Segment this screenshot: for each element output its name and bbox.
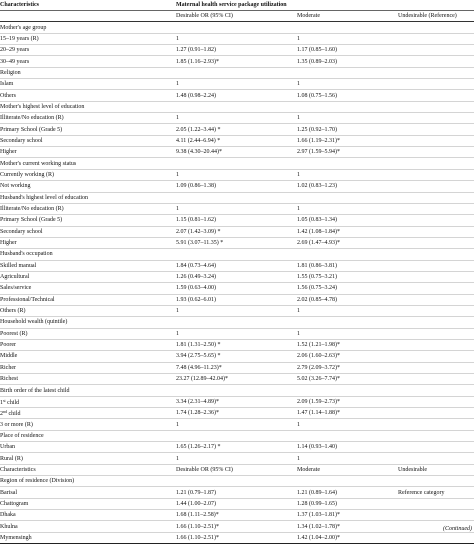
section-label: Religion bbox=[0, 67, 474, 78]
table-row bbox=[0, 113, 474, 124]
cell-desirable: 1.68 (1.11–2.58)* bbox=[176, 510, 297, 521]
cell-desirable: 1.21 (0.79–1.87) bbox=[176, 487, 297, 498]
cell-undesirable bbox=[398, 215, 474, 226]
section-label: Place of residence bbox=[0, 430, 474, 441]
cell-desirable: 1 bbox=[176, 113, 297, 124]
row-label: Professional/Technical bbox=[0, 294, 176, 305]
cell-undesirable bbox=[398, 147, 474, 158]
cell-moderate: 5.02 (3.26–7.74)* bbox=[297, 374, 398, 385]
row-label: Higher bbox=[0, 237, 176, 248]
cell-moderate: 1.08 (0.75–1.56) bbox=[297, 90, 398, 101]
section-row bbox=[0, 158, 474, 169]
table-row bbox=[0, 33, 474, 44]
cell-moderate: 1.66 (1.19–2.31)* bbox=[297, 135, 398, 146]
row-label: Currently working (R) bbox=[0, 169, 176, 180]
row-label bbox=[0, 408, 176, 419]
row-label-number: 2 bbox=[0, 411, 3, 418]
cell-moderate: 1.25 (0.92–1.70) bbox=[297, 124, 398, 135]
row-label bbox=[0, 396, 176, 407]
cell-moderate: 1.17 (0.85–1.60) bbox=[297, 45, 398, 56]
cell-desirable: 5.91 (3.07–11.35) * bbox=[176, 237, 297, 248]
cell-desirable: 7.48 (4.96–11.23)* bbox=[176, 362, 297, 373]
cell-desirable: 4.11 (2.44–6.94) * bbox=[176, 135, 297, 146]
row-label: Agricultural bbox=[0, 271, 176, 282]
table-row bbox=[0, 487, 474, 498]
cell-undesirable bbox=[398, 260, 474, 271]
cell-undesirable bbox=[398, 396, 474, 407]
table-row bbox=[0, 181, 474, 192]
table-row bbox=[0, 396, 474, 407]
cell-moderate: 1 bbox=[297, 203, 398, 214]
table-row bbox=[0, 237, 474, 248]
row-label: Dhaka bbox=[0, 510, 176, 521]
table-row bbox=[0, 226, 474, 237]
cell-undesirable bbox=[398, 226, 474, 237]
row-label: Rural (R) bbox=[0, 453, 176, 464]
cell-undesirable bbox=[398, 339, 474, 350]
cell-desirable: 1 bbox=[176, 33, 297, 44]
cell-moderate: 1.21 (0.89–1.64) bbox=[297, 487, 398, 498]
table-header-row bbox=[0, 0, 474, 11]
row-label: 20–29 years bbox=[0, 45, 176, 56]
row-label: 15–19 years (R) bbox=[0, 33, 176, 44]
cell-desirable: 2.07 (1.42–3.09) * bbox=[176, 226, 297, 237]
row-label: Skilled manual bbox=[0, 260, 176, 271]
table-row bbox=[0, 56, 474, 67]
repeated-header-row bbox=[0, 464, 474, 475]
row-label: Poorer bbox=[0, 339, 176, 350]
cell-desirable: 1.93 (0.62–6.01) bbox=[176, 294, 297, 305]
table-row bbox=[0, 124, 474, 135]
cell-undesirable bbox=[398, 56, 474, 67]
row-label: Sales/service bbox=[0, 283, 176, 294]
table-row bbox=[0, 203, 474, 214]
table-row bbox=[0, 283, 474, 294]
cell-desirable: 1 bbox=[176, 79, 297, 90]
table-row bbox=[0, 260, 474, 271]
cell-undesirable bbox=[398, 135, 474, 146]
table-row bbox=[0, 328, 474, 339]
cell-moderate: 1 bbox=[297, 419, 398, 430]
header-characteristics: Characteristics bbox=[0, 0, 176, 11]
section-row bbox=[0, 249, 474, 260]
cell-moderate: 1 bbox=[297, 113, 398, 124]
row-label: Primary School (Grade 5) bbox=[0, 124, 176, 135]
cell-moderate: 1.34 (1.02–1.78)* bbox=[297, 521, 398, 532]
cell-moderate: Moderate bbox=[297, 464, 398, 475]
cell-moderate: 2.79 (2.09–3.72)* bbox=[297, 362, 398, 373]
cell-moderate: 1.52 (1.21–1.98)* bbox=[297, 339, 398, 350]
cell-moderate: 1.05 (0.83–1.34) bbox=[297, 215, 398, 226]
table-row bbox=[0, 294, 474, 305]
cell-moderate: 2.69 (1.47–4.93)* bbox=[297, 237, 398, 248]
table-row bbox=[0, 374, 474, 385]
cell-undesirable bbox=[398, 79, 474, 90]
row-label: Khulna bbox=[0, 521, 176, 532]
table-row bbox=[0, 305, 474, 316]
row-label: Richer bbox=[0, 362, 176, 373]
row-label: Illiterate/No education (R) bbox=[0, 203, 176, 214]
table-row bbox=[0, 90, 474, 101]
header-empty bbox=[0, 11, 176, 22]
section-label: Birth order of the latest child bbox=[0, 385, 474, 396]
table-row bbox=[0, 442, 474, 453]
section-row bbox=[0, 476, 474, 487]
cell-moderate: 1.28 (0.99–1.65) bbox=[297, 498, 398, 509]
section-label: Husband's occupation bbox=[0, 249, 474, 260]
cell-moderate: 1 bbox=[297, 305, 398, 316]
row-label: Islam bbox=[0, 79, 176, 90]
cell-moderate: 1 bbox=[297, 33, 398, 44]
section-label: Husband's highest level of education bbox=[0, 192, 474, 203]
section-label: Mother's current working status bbox=[0, 158, 474, 169]
table-subheader-row bbox=[0, 11, 474, 22]
cell-undesirable bbox=[398, 351, 474, 362]
section-row bbox=[0, 22, 474, 33]
cell-undesirable bbox=[398, 532, 474, 543]
cell-undesirable bbox=[398, 283, 474, 294]
section-label: Region of residence (Division) bbox=[0, 476, 474, 487]
cell-moderate: 1.02 (0.83–1.23) bbox=[297, 181, 398, 192]
row-label: Urban bbox=[0, 442, 176, 453]
row-label: Not working bbox=[0, 181, 176, 192]
section-row bbox=[0, 385, 474, 396]
table-row bbox=[0, 498, 474, 509]
cell-moderate: 2.97 (1.59–5.94)* bbox=[297, 147, 398, 158]
cell-moderate: 2.02 (0.85–4.78) bbox=[297, 294, 398, 305]
row-label: Secondary school bbox=[0, 226, 176, 237]
row-label: Illiterate/No education (R) bbox=[0, 113, 176, 124]
table-row bbox=[0, 215, 474, 226]
cell-desirable: 1.74 (1.28–2.36)* bbox=[176, 408, 297, 419]
cell-undesirable bbox=[398, 271, 474, 282]
cell-undesirable bbox=[398, 203, 474, 214]
cell-undesirable: Undesirable bbox=[398, 464, 474, 475]
cell-desirable: 1.66 (1.10–2.51)* bbox=[176, 521, 297, 532]
row-label: Barisal bbox=[0, 487, 176, 498]
table-row bbox=[0, 271, 474, 282]
cell-undesirable bbox=[398, 510, 474, 521]
cell-moderate: 1.37 (1.03–1.81)* bbox=[297, 510, 398, 521]
cell-moderate: 1.14 (0.93–1.40) bbox=[297, 442, 398, 453]
cell-undesirable bbox=[398, 328, 474, 339]
cell-moderate: 1.47 (1.14–1.88)* bbox=[297, 408, 398, 419]
row-label: 3 or more (R) bbox=[0, 419, 176, 430]
section-label: Mother's highest level of education bbox=[0, 101, 474, 112]
cell-undesirable bbox=[398, 113, 474, 124]
section-label: Mother's age group bbox=[0, 22, 474, 33]
table-row bbox=[0, 408, 474, 419]
cell-desirable: Desirable OR (95% CI) bbox=[176, 464, 297, 475]
cell-moderate: 1.56 (0.75–3.24) bbox=[297, 283, 398, 294]
row-label: Richest bbox=[0, 374, 176, 385]
row-label-suffix: child bbox=[7, 411, 21, 418]
header-group: Maternal health service package utilization bbox=[176, 0, 474, 11]
cell-undesirable bbox=[398, 45, 474, 56]
cell-desirable: 2.05 (1.22–3.44) * bbox=[176, 124, 297, 135]
header-undesirable: Undesirable (Reference) bbox=[398, 11, 474, 22]
cell-desirable: 1.85 (1.16–2.93)* bbox=[176, 56, 297, 67]
cell-desirable: 1.15 (0.81–1.62) bbox=[176, 215, 297, 226]
table-row bbox=[0, 510, 474, 521]
cell-undesirable bbox=[398, 294, 474, 305]
row-label-suffix: child bbox=[5, 399, 20, 406]
table-row bbox=[0, 339, 474, 350]
cell-moderate: 1.42 (1.08–1.84)* bbox=[297, 226, 398, 237]
cell-desirable: 23.27 (12.89–42.04)* bbox=[176, 374, 297, 385]
cell-undesirable bbox=[398, 374, 474, 385]
section-label: Household wealth (quintile) bbox=[0, 317, 474, 328]
cell-desirable: 1 bbox=[176, 305, 297, 316]
cell-undesirable bbox=[398, 237, 474, 248]
row-label: 30–49 years bbox=[0, 56, 176, 67]
section-row bbox=[0, 101, 474, 112]
cell-desirable: 3.34 (2.31–4.89)* bbox=[176, 396, 297, 407]
cell-undesirable bbox=[398, 442, 474, 453]
table-row bbox=[0, 135, 474, 146]
table-row bbox=[0, 45, 474, 56]
table-row bbox=[0, 453, 474, 464]
table-row bbox=[0, 351, 474, 362]
cell-undesirable bbox=[398, 124, 474, 135]
cell-desirable: 1.81 (1.31–2.50) * bbox=[176, 339, 297, 350]
cell-desirable: 1 bbox=[176, 453, 297, 464]
header-moderate: Moderate bbox=[297, 11, 398, 22]
row-label: Others (R) bbox=[0, 305, 176, 316]
cell-moderate: 1.42 (1.04–2.00)* bbox=[297, 532, 398, 543]
cell-moderate: 1 bbox=[297, 328, 398, 339]
cell-moderate: 1 bbox=[297, 453, 398, 464]
cell-desirable: 1.44 (1.00–2.07) bbox=[176, 498, 297, 509]
cell-undesirable bbox=[398, 181, 474, 192]
table-row bbox=[0, 532, 474, 543]
continued-label: (Continued) bbox=[443, 526, 472, 532]
cell-undesirable bbox=[398, 419, 474, 430]
cell-undesirable bbox=[398, 33, 474, 44]
cell-desirable: 1.65 (1.26–2.17) * bbox=[176, 442, 297, 453]
row-label: Others bbox=[0, 90, 176, 101]
cell-undesirable bbox=[398, 305, 474, 316]
table-row bbox=[0, 147, 474, 158]
cell-desirable: 1 bbox=[176, 203, 297, 214]
section-row bbox=[0, 317, 474, 328]
row-label: Higher bbox=[0, 147, 176, 158]
cell-moderate: 1.35 (0.89–2.03) bbox=[297, 56, 398, 67]
cell-desirable: 1.26 (0.49–3.24) bbox=[176, 271, 297, 282]
row-label: Primary School (Grade 5) bbox=[0, 215, 176, 226]
row-label-number: 1 bbox=[0, 399, 3, 406]
row-label: Chattogram bbox=[0, 498, 176, 509]
table-row bbox=[0, 419, 474, 430]
row-label: Middle bbox=[0, 351, 176, 362]
cell-moderate: 1 bbox=[297, 169, 398, 180]
cell-undesirable: Reference category bbox=[398, 487, 474, 498]
cell-desirable: 1.66 (1.10–2.51)* bbox=[176, 532, 297, 543]
cell-desirable: 1.59 (0.63–4.00) bbox=[176, 283, 297, 294]
cell-moderate: 1.81 (0.86–3.81) bbox=[297, 260, 398, 271]
cell-desirable: 1.84 (0.73–4.64) bbox=[176, 260, 297, 271]
table-row bbox=[0, 169, 474, 180]
cell-undesirable bbox=[398, 453, 474, 464]
cell-desirable: 1.27 (0.91–1.82) bbox=[176, 45, 297, 56]
row-label-ordinal: st bbox=[3, 397, 6, 403]
row-label: Secondary school bbox=[0, 135, 176, 146]
cell-moderate: 1.55 (0.75–3.21) bbox=[297, 271, 398, 282]
cell-moderate: 1 bbox=[297, 79, 398, 90]
cell-desirable: 3.94 (2.75–5.65) * bbox=[176, 351, 297, 362]
table-row bbox=[0, 521, 474, 532]
section-row bbox=[0, 430, 474, 441]
cell-moderate: 2.06 (1.60–2.63)* bbox=[297, 351, 398, 362]
cell-moderate: 2.09 (1.59–2.73)* bbox=[297, 396, 398, 407]
cell-desirable: 1.48 (0.98–2.24) bbox=[176, 90, 297, 101]
cell-undesirable bbox=[398, 498, 474, 509]
table-row bbox=[0, 79, 474, 90]
section-row bbox=[0, 192, 474, 203]
header-desirable: Desirable OR (95% CI) bbox=[176, 11, 297, 22]
cell-desirable: 9.38 (4.30–20.44)* bbox=[176, 147, 297, 158]
cell-desirable: 1 bbox=[176, 419, 297, 430]
cell-undesirable bbox=[398, 90, 474, 101]
cell-undesirable bbox=[398, 169, 474, 180]
cell-desirable: 1 bbox=[176, 169, 297, 180]
row-label-ordinal: nd bbox=[3, 409, 7, 415]
cell-desirable: 1.09 (0.86–1.38) bbox=[176, 181, 297, 192]
section-row bbox=[0, 67, 474, 78]
row-label: Mymensingh bbox=[0, 532, 176, 543]
cell-undesirable bbox=[398, 362, 474, 373]
cell-undesirable bbox=[398, 408, 474, 419]
row-label: Characteristics bbox=[0, 464, 176, 475]
table-row bbox=[0, 362, 474, 373]
table-body bbox=[0, 22, 474, 544]
row-label: Poorest (R) bbox=[0, 328, 176, 339]
cell-desirable: 1 bbox=[176, 328, 297, 339]
